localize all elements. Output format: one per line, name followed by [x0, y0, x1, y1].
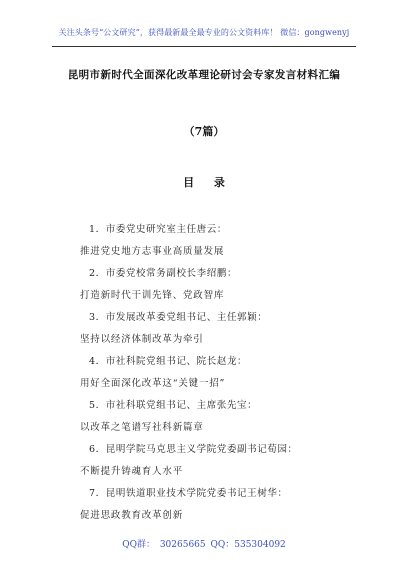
toc-entry-topic: 打造新时代干训先锋、党政智库 — [80, 290, 225, 301]
toc-entry — [80, 356, 380, 400]
header-promo-text: 关注头条号“公文研究”，获得最新最全最专业的公文资料库！ 微信：gongwenyj — [58, 28, 350, 37]
toc-entry-author: 3．市发展改革委党组书记、主任郭颖： — [89, 312, 268, 323]
header-divider — [52, 46, 356, 47]
toc-entry-author: 7．昆明铁道职业技术学院党委书记王树华： — [89, 488, 288, 499]
toc-entry-topic: 推进党史地方志事业高质量发展 — [80, 246, 225, 257]
toc-entry-topic: 坚持以经济体制改革为牵引 — [80, 334, 204, 345]
toc-entry — [80, 488, 380, 532]
toc-entry — [80, 312, 380, 356]
toc-entry-author: 1．市委党史研究室主任唐云： — [89, 224, 227, 235]
toc-entry — [80, 400, 380, 444]
toc-entry-topic: 用好全面深化改革这“关键一招” — [80, 378, 226, 389]
toc-entry — [80, 224, 380, 268]
toc-heading: 目 录 — [183, 176, 233, 189]
table-of-contents — [80, 224, 380, 532]
footer-contact: QQ群： 30265665 QQ：535304092 — [122, 540, 286, 550]
toc-entry-topic: 以改革之笔谱写社科新篇章 — [80, 422, 204, 433]
toc-entry-topic: 促进思政教育改革创新 — [80, 510, 184, 521]
toc-entry — [80, 268, 380, 312]
toc-entry-author: 4．市社科院党组书记、院长赵龙： — [89, 356, 248, 367]
toc-entry-topic: 不断提升铸魂育人水平 — [80, 466, 184, 477]
article-count: （7篇） — [183, 125, 225, 138]
toc-entry-author: 2．市委党校常务副校长李绍鹏： — [89, 268, 238, 279]
toc-entry-author: 6．昆明学院马克思主义学院党委副书记荀园： — [89, 444, 298, 455]
toc-entry-author: 5．市社科联党组书记、主席张先宝： — [89, 400, 258, 411]
document-title: 昆明市新时代全面深化改革理论研讨会专家发言材料汇编 — [67, 69, 341, 81]
toc-entry — [80, 444, 380, 488]
